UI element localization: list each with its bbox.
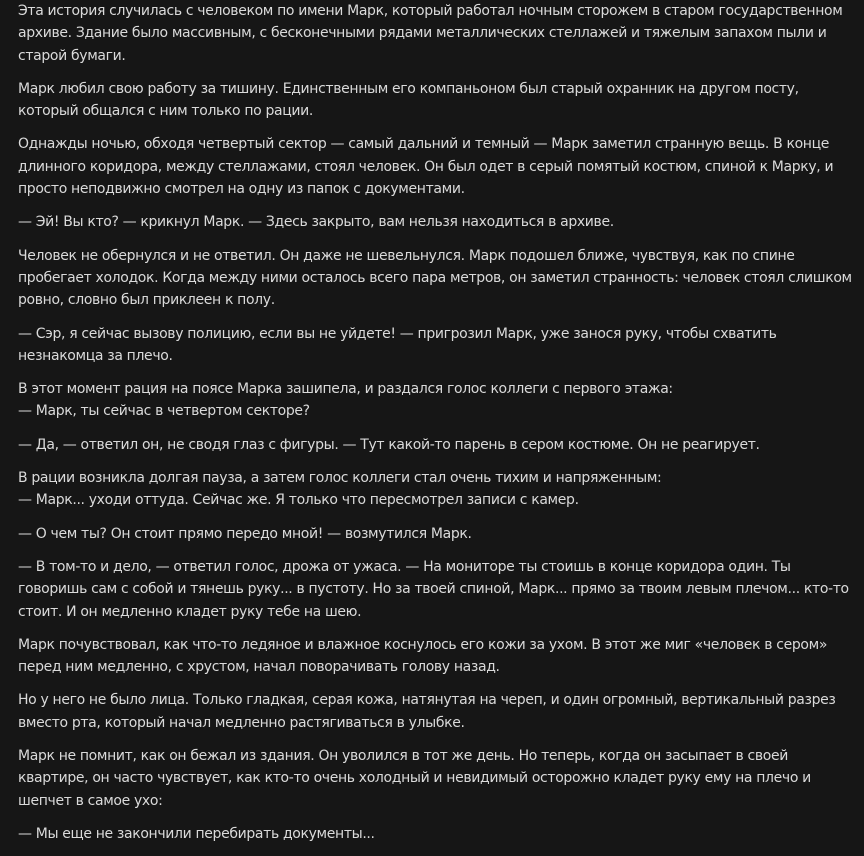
paragraph: — О чем ты? Он стоит прямо передо мной! — возмутился Марк. bbox=[18, 525, 472, 542]
paragraph: Марк не помнит, как он бежал из здания. Он уволился в тот же день. Но теперь, когда он засыпает в своей квартире, он часто чувствует, как кто-то очень холодный и невидимый осторожно кладет руку ему на плечо и шепчет в самое ухо: bbox=[18, 748, 811, 809]
paragraph: Человек не обернулся и не ответил. Он даже не шевельнулся. Марк подошел ближе, чувствуя, как по спине пробегает холодок. Когда между ними осталось всего пара метров, он заметил странность: человек стоял слишком ровно, словно был приклеен к полу. bbox=[18, 247, 852, 309]
paragraph: — Эй! Вы кто? — крикнул Марк. — Здесь закрыто, вам нельзя находиться в архиве. bbox=[18, 214, 614, 231]
paragraph: В этот момент рация на поясе Марка зашипела, и раздался голос коллеги с первого этажа: — Марк, ты сейчас в четвертом секторе? bbox=[18, 381, 673, 420]
story-text bbox=[18, 0, 854, 856]
paragraph: — Мы еще не закончили перебирать документы... bbox=[18, 825, 375, 842]
paragraph: — В том-то и дело, — ответил голос, дрожа от ужаса. — На мониторе ты стоишь в конце коридора один. Ты говоришь сам с собой и тянешь руку... в пустоту. Но за твоей спиной, Марк... прямо за твоим левым плечом... кто-то стоит. И он медленно кладет руку тебе на шею. bbox=[18, 558, 849, 620]
paragraph: В рации возникла долгая пауза, а затем голос коллеги стал очень тихим и напряженным: — Марк... уходи оттуда. Сейчас же. Я только что пересмотрел записи с камер. bbox=[18, 470, 662, 509]
paragraph: Эта история случилась с человеком по имени Марк, который работал ночным сторожем в старом государственном архиве. Здание было массивным, с бесконечными рядами металлических стеллажей и тяжелым запахом пыли и старой бумаги. bbox=[18, 3, 843, 64]
paragraph: Марк почувствовал, как что-то ледяное и влажное коснулось его кожи за ухом. В этот же миг «человек в сером» перед ним медленно, с хрустом, начал поворачивать голову назад. bbox=[18, 636, 828, 676]
paragraph: — Да, — ответил он, не сводя глаз с фигуры. — Тут какой-то парень в сером костюме. Он не реагирует. bbox=[18, 436, 760, 453]
paragraph: Но у него не было лица. Только гладкая, серая кожа, натянутая на череп, и один огромный, вертикальный разрез вместо рта, который начал медленно растягиваться в улыбке. bbox=[18, 692, 836, 731]
paragraph: — Сэр, я сейчас вызову полицию, если вы не уйдете! — пригрозил Марк, уже занося руку, чтобы схватить незнакомца за плечо. bbox=[18, 325, 777, 364]
paragraph: Однажды ночью, обходя четвертый сектор — самый дальний и темный — Марк заметил странную вещь. В конце длинного коридора, между стеллажами, стоял человек. Он был одет в серый помятый костюм, спиной к Марку, и просто неподвижно смотрел на одну из папок с документами. bbox=[18, 136, 834, 198]
paragraph: Марк любил свою работу за тишину. Единственным его компаньоном был старый охранник на другом посту, который общался с ним только по рации. bbox=[18, 80, 799, 120]
